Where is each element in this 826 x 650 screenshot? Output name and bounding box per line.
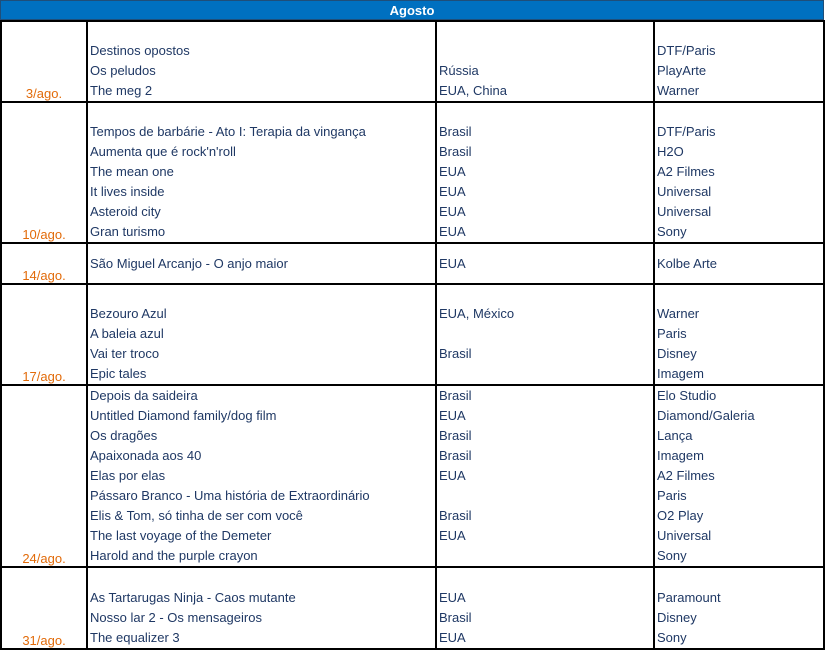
movie-title: Depois da saideira [90,388,198,403]
movie-title: Tempos de barbárie - Ato I: Terapia da vingança [90,124,366,139]
movie-country: EUA [439,590,466,605]
movie-country: Rússia [439,63,479,78]
country-cell [436,21,654,102]
country-cell [436,243,654,284]
movie-distributor: Sony [657,548,687,563]
movie-country [437,41,653,61]
movie-distributor: Diamond/Galeria [657,408,755,423]
table-row [1,284,824,385]
movie-country: EUA [439,255,466,271]
release-date: 17/ago. [1,284,87,385]
movie-title: Vai ter troco [90,346,160,361]
country-cell [436,385,654,567]
movie-distributor: A2 Filmes [657,468,715,483]
distributor-cell [654,243,824,284]
movie-country: EUA [439,408,466,423]
movie-distributor: PlayArte [657,63,707,78]
month-header: Agosto [0,0,824,20]
movie-title: Destinos opostos [90,43,190,58]
movie-title: Elas por elas [90,468,166,483]
movie-distributor: Paramount [657,590,721,605]
movie-country: Brasil [439,124,472,139]
movie-distributor: Universal [657,204,712,219]
movie-country: EUA [439,528,466,543]
movie-title: The equalizer 3 [90,630,180,645]
movie-country: Brasil [439,610,472,625]
country-cell [436,284,654,385]
table-row [1,385,824,567]
movie-title: Gran turismo [90,224,166,239]
movie-title: Pássaro Branco - Uma história de Extraordinário [90,488,370,503]
movie-country: Brasil [439,508,472,523]
release-date: 3/ago. [1,21,87,102]
title-cell [87,385,436,567]
movie-distributor: Warner [657,83,700,98]
country-cell [436,102,654,243]
movie-distributor: Universal [657,184,712,199]
movie-country: EUA [439,204,466,219]
movie-distributor: Universal [657,528,712,543]
movie-country: Brasil [439,346,472,361]
distributor-cell [654,567,824,649]
movie-title: Epic tales [90,366,147,381]
movie-country: Brasil [439,144,472,159]
movie-distributor: DTF/Paris [657,43,716,58]
movie-distributor: Disney [657,610,697,625]
title-cell [87,284,436,385]
table-row [1,21,824,102]
distributor-cell [654,385,824,567]
movie-distributor: Paris [657,488,687,503]
movie-distributor: Sony [657,224,687,239]
release-date: 10/ago. [1,102,87,243]
movie-title: Aumenta que é rock'n'roll [90,144,236,159]
movie-distributor: Kolbe Arte [657,255,717,271]
movie-country [437,324,653,344]
movie-country: EUA [439,224,466,239]
movie-title: Bezouro Azul [90,306,167,321]
movie-title: As Tartarugas Ninja - Caos mutante [90,590,296,605]
movie-title: Os dragões [90,428,158,443]
movie-title: Asteroid city [90,204,161,219]
movie-distributor: A2 Filmes [657,164,715,179]
table-row [1,102,824,243]
distributor-cell [654,21,824,102]
movie-country: Brasil [439,448,472,463]
movie-country: EUA [439,630,466,645]
movie-title: The meg 2 [90,83,153,98]
movie-country [437,364,653,384]
release-date: 14/ago. [1,243,87,284]
movie-country: EUA [439,468,466,483]
movie-country [437,486,653,506]
movie-country: EUA [439,184,466,199]
title-cell [87,102,436,243]
title-cell [87,21,436,102]
movie-title: Nosso lar 2 - Os mensageiros [90,610,262,625]
movie-title: Elis & Tom, só tinha de ser com você [90,508,303,523]
movie-title: It lives inside [90,184,165,199]
movie-title: São Miguel Arcanjo - O anjo maior [90,255,288,271]
release-date: 31/ago. [1,567,87,649]
title-cell [87,567,436,649]
movie-distributor: Disney [657,346,697,361]
movie-distributor: Warner [657,306,700,321]
movie-title: The last voyage of the Demeter [90,528,272,543]
movie-country [437,546,653,566]
movie-title: Harold and the purple crayon [90,548,258,563]
table-row [1,243,824,284]
table-row [1,567,824,649]
title-cell [87,243,436,284]
movie-distributor: O2 Play [657,508,704,523]
movie-distributor: Sony [657,630,687,645]
movie-title: A baleia azul [90,326,164,341]
release-date: 24/ago. [1,385,87,567]
movie-title: The mean one [90,164,174,179]
distributor-cell [654,102,824,243]
movie-distributor: Lança [657,428,693,443]
movie-title: Untitled Diamond family/dog film [90,408,277,423]
movie-distributor: DTF/Paris [657,124,716,139]
movie-country: Brasil [439,388,472,403]
country-cell [436,567,654,649]
movie-country: Brasil [439,428,472,443]
movie-title: Os peludos [90,63,156,78]
movie-distributor: Elo Studio [657,388,717,403]
movie-distributor: Paris [657,326,687,341]
movie-country: EUA, China [439,83,507,98]
movie-country: EUA, México [439,306,515,321]
movie-title: Apaixonada aos 40 [90,448,202,463]
movie-distributor: Imagem [657,366,704,381]
movie-country: EUA [439,164,466,179]
distributor-cell [654,284,824,385]
movie-distributor: Imagem [657,448,704,463]
release-schedule-table [0,20,825,650]
movie-distributor: H2O [657,144,684,159]
